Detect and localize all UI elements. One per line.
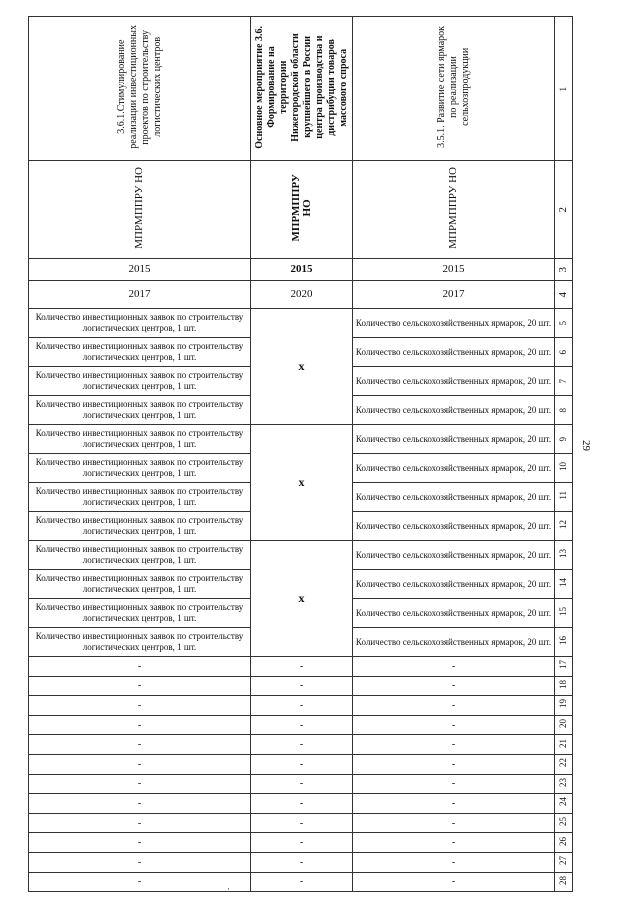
applications-indicator-cell: Количество инвестиционных заявок по строительству логистических центров, 1 шт.: [29, 512, 251, 541]
page-number: 29: [580, 440, 592, 451]
fairs-indicator-cell: Количество сельскохозяйственных ярмарок, 20 шт.: [353, 396, 555, 425]
fairs-indicator-cell: Количество сельскохозяйственных ярмарок, 20 шт.: [353, 454, 555, 483]
dash-cell: -: [29, 813, 251, 833]
row-number: 23: [555, 774, 573, 794]
dash-cell: -: [251, 735, 353, 755]
dash-cell: -: [251, 754, 353, 774]
applications-indicator-cell: Количество инвестиционных заявок по строительству логистических центров, 1 шт.: [29, 483, 251, 512]
empty-row: [29, 754, 573, 774]
row-number: 11: [555, 483, 573, 512]
empty-row: [29, 715, 573, 735]
row-number: 1: [555, 17, 573, 161]
dash-cell: -: [353, 774, 555, 794]
applications-indicator-cell: Количество инвестиционных заявок по строительству логистических центров, 1 шт.: [29, 338, 251, 367]
applications-indicator-cell: Количество инвестиционных заявок по строительству логистических центров, 1 шт.: [29, 628, 251, 657]
empty-row: [29, 774, 573, 794]
empty-row: [29, 813, 573, 833]
applications-indicator-cell: Количество инвестиционных заявок по строительству логистических центров, 1 шт.: [29, 570, 251, 599]
dash-cell: -: [353, 852, 555, 872]
dash-cell: -: [251, 696, 353, 716]
fairs-indicator-cell: Количество сельскохозяйственных ярмарок, 20 шт.: [353, 628, 555, 657]
fairs-indicator-cell: Количество сельскохозяйственных ярмарок, 20 шт.: [353, 599, 555, 628]
empty-row: [29, 696, 573, 716]
start-year-cell: 2015: [353, 259, 555, 281]
x-mark-cell: х: [251, 309, 353, 425]
responsible-cell: МПРМППРУ НО: [353, 161, 555, 259]
end-year-row: [29, 281, 573, 309]
row-number: 6: [555, 338, 573, 367]
header-cell-subevent: 3.6.1.Стимулирование реализации инвестиционных проектов по строительству логистических центров: [29, 17, 251, 161]
end-year-cell: 2020: [251, 281, 353, 309]
dash-cell: -: [29, 852, 251, 872]
empty-row: [29, 735, 573, 755]
indicator-row: [29, 425, 573, 454]
header-cell-fair-network: 3.5.1. Развитие сети ярмарок по реализации сельхозпродукции: [353, 17, 555, 161]
dash-cell: -: [353, 676, 555, 696]
fairs-indicator-cell: Количество сельскохозяйственных ярмарок, 20 шт.: [353, 309, 555, 338]
dash-cell: -: [353, 833, 555, 853]
row-number: 28: [555, 872, 573, 892]
x-mark-cell: х: [251, 541, 353, 657]
dash-cell: -: [353, 794, 555, 814]
end-year-cell: 2017: [29, 281, 251, 309]
dash-cell: -: [251, 833, 353, 853]
row-number: 25: [555, 813, 573, 833]
row-number: 8: [555, 396, 573, 425]
row-number: 26: [555, 833, 573, 853]
row-number: 16: [555, 628, 573, 657]
dash-cell: -: [353, 735, 555, 755]
dash-cell: -: [29, 657, 251, 677]
row-number: 15: [555, 599, 573, 628]
dash-cell: -: [29, 774, 251, 794]
row-number: 7: [555, 367, 573, 396]
empty-row: [29, 872, 573, 892]
dash-cell: -: [251, 715, 353, 735]
row-number: 19: [555, 696, 573, 716]
responsible-cell: МПРМППРУ НО: [29, 161, 251, 259]
empty-row: [29, 676, 573, 696]
applications-indicator-cell: Количество инвестиционных заявок по строительству логистических центров, 1 шт.: [29, 367, 251, 396]
row-number: 13: [555, 541, 573, 570]
dash-cell: -: [29, 794, 251, 814]
start-year-cell: 2015: [29, 259, 251, 281]
footer-mark: ·: [227, 884, 230, 894]
responsible-row: [29, 161, 573, 259]
empty-row: [29, 852, 573, 872]
row-number: 2: [555, 161, 573, 259]
x-mark-cell: х: [251, 425, 353, 541]
row-number: 9: [555, 425, 573, 454]
applications-indicator-cell: Количество инвестиционных заявок по строительству логистических центров, 1 шт.: [29, 396, 251, 425]
header-row: [29, 17, 573, 161]
dash-cell: -: [251, 774, 353, 794]
empty-row: [29, 794, 573, 814]
row-number: 14: [555, 570, 573, 599]
row-number: 20: [555, 715, 573, 735]
dash-cell: -: [29, 735, 251, 755]
dash-cell: -: [251, 794, 353, 814]
row-number: 5: [555, 309, 573, 338]
responsible-cell: МПРМППРУ НО: [251, 161, 353, 259]
indicator-row: [29, 309, 573, 338]
dash-cell: -: [353, 813, 555, 833]
row-number: 4: [555, 281, 573, 309]
dash-cell: -: [353, 715, 555, 735]
row-number: 12: [555, 512, 573, 541]
dash-cell: -: [353, 754, 555, 774]
dash-cell: -: [29, 715, 251, 735]
row-number: 21: [555, 735, 573, 755]
dash-cell: -: [29, 872, 251, 892]
dash-cell: -: [29, 696, 251, 716]
applications-indicator-cell: Количество инвестиционных заявок по строительству логистических центров, 1 шт.: [29, 425, 251, 454]
fairs-indicator-cell: Количество сельскохозяйственных ярмарок, 20 шт.: [353, 570, 555, 599]
end-year-cell: 2017: [353, 281, 555, 309]
fairs-indicator-cell: Количество сельскохозяйственных ярмарок, 20 шт.: [353, 541, 555, 570]
dash-cell: -: [353, 696, 555, 716]
fairs-indicator-cell: Количество сельскохозяйственных ярмарок, 20 шт.: [353, 425, 555, 454]
empty-row: [29, 833, 573, 853]
row-number: 22: [555, 754, 573, 774]
dash-cell: -: [251, 657, 353, 677]
start-year-row: [29, 259, 573, 281]
start-year-cell: 2015: [251, 259, 353, 281]
row-number: 24: [555, 794, 573, 814]
dash-cell: -: [29, 676, 251, 696]
fairs-indicator-cell: Количество сельскохозяйственных ярмарок, 20 шт.: [353, 512, 555, 541]
row-number: 3: [555, 259, 573, 281]
dash-cell: -: [29, 833, 251, 853]
applications-indicator-cell: Количество инвестиционных заявок по строительству логистических центров, 1 шт.: [29, 454, 251, 483]
row-number: 18: [555, 676, 573, 696]
row-number: 10: [555, 454, 573, 483]
dash-cell: -: [353, 657, 555, 677]
fairs-indicator-cell: Количество сельскохозяйственных ярмарок, 20 шт.: [353, 367, 555, 396]
applications-indicator-cell: Количество инвестиционных заявок по строительству логистических центров, 1 шт.: [29, 599, 251, 628]
applications-indicator-cell: Количество инвестиционных заявок по строительству логистических центров, 1 шт.: [29, 309, 251, 338]
row-number: 17: [555, 657, 573, 677]
dash-cell: -: [29, 754, 251, 774]
indicator-row: [29, 541, 573, 570]
dash-cell: -: [251, 852, 353, 872]
dash-cell: -: [251, 813, 353, 833]
row-number: 27: [555, 852, 573, 872]
applications-indicator-cell: Количество инвестиционных заявок по строительству логистических центров, 1 шт.: [29, 541, 251, 570]
empty-row: [29, 657, 573, 677]
fairs-indicator-cell: Количество сельскохозяйственных ярмарок, 20 шт.: [353, 483, 555, 512]
dash-cell: -: [251, 872, 353, 892]
program-table: [28, 16, 573, 892]
dash-cell: -: [251, 676, 353, 696]
dash-cell: -: [353, 872, 555, 892]
header-cell-main-event: Основное мероприятие 3.6. Формирование на территории Нижегородской области крупнейшего в России центра производства и дистрибуции товаров массового спроса: [251, 17, 353, 161]
fairs-indicator-cell: Количество сельскохозяйственных ярмарок, 20 шт.: [353, 338, 555, 367]
